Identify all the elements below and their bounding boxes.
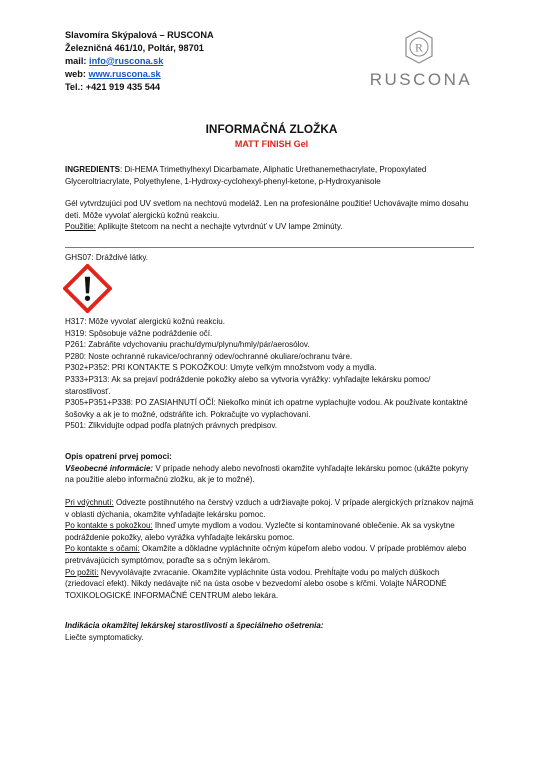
- ingredients-paragraph: [65, 164, 475, 187]
- usage-label: Použitie:: [65, 222, 96, 232]
- skin-text: Ihneď umyte mydlom a vodou. Vyzlečte si kontaminované oblečenie. Ak sa vyskytne podráždenie pokožky, alebo vyrážka vyhľadajte lekársku pomoc.: [65, 521, 455, 542]
- exclamation-mark-pictogram-icon: [63, 264, 112, 313]
- medical-block: [65, 620, 475, 643]
- general-text: V prípade nehody alebo nevoľnosti okamžite vyhľadajte lekársku pomoc (ukážte pokyny na použitie alebo informačnú zložku, ak je to možné).: [65, 463, 469, 485]
- first-aid-ingestion: [65, 567, 475, 602]
- web-label: web:: [65, 68, 86, 79]
- document-title: INFORMAČNÁ ZLOŽKA: [205, 122, 338, 136]
- usage-paragraph: [65, 221, 475, 233]
- medical-heading: Indikácia okamžitej lekárskej starostlivosti a špeciálneho ošetrenia:: [65, 621, 324, 630]
- statement-h319: H319: Spôsobuje vážne podráždenie očí.: [65, 328, 213, 338]
- usage-text: Aplikujte štetcom na necht a nechajte vytvrdnúť v UV lampe 2minúty.: [95, 222, 343, 232]
- first-aid-skin: [65, 520, 475, 543]
- ingestion-text: Nevyvolávajte zvracanie. Okamžite vypláchnite ústa vodou. Prehĺtajte vodu po malých dúškoch (zriedovací efekt). Nikdy nedávajte nič na ústa osobe v bezvedomí alebo osobe s kŕčmi. Volajte NÁRODNÉ TOXIKOLOGICKÉ INFORMAČNÉ CENTRUM alebo lekára.: [65, 567, 447, 600]
- logo-letter: R: [414, 40, 424, 55]
- ingestion-label: Po požití:: [65, 567, 99, 577]
- inhalation-text: Odvezte postihnutého na čerstvý vzduch a udržiavajte pokoj. V prípade alergických príznakov najmä v oblasti dýchania, okamžite vyhľadajte lekársku pomoc.: [65, 498, 474, 519]
- company-name: Slavomíra Skýpalová – RUSCONA: [65, 30, 214, 40]
- first-aid-general: [65, 463, 475, 486]
- statement-p501: P501: Zlikvidujte odpad podľa platných právnych predpisov.: [65, 421, 277, 431]
- company-web-line: [65, 68, 214, 81]
- ingredients-block: [65, 164, 475, 187]
- eyes-label: Po kontakte s očami:: [65, 544, 140, 554]
- statement-p261: P261: Zabráňte vdychovaniu prachu/dymu/plynu/hmly/pár/aerosólov.: [65, 340, 310, 350]
- eyes-text: Okamžite a dôkladne vypláchnite očným kúpeľom alebo vodou. V prípade problémov alebo pretrvávajúcich symptómov, poraďte sa s očným lekárom.: [65, 544, 467, 565]
- statement-p302-p352: P302+P352: PRI KONTAKTE S POKOŽKOU: Umyte veľkým množstvom vody a mydla.: [65, 363, 377, 373]
- first-aid-inhalation: [65, 497, 475, 520]
- description-block: [65, 198, 475, 233]
- statement-p280: P280: Noste ochranné rukavice/ochranný odev/ochranné okuliare/ochranu tváre.: [65, 351, 353, 361]
- description-text: Gél vytvrdzujúci pod UV svetlom na nechtovú modeláž. Len na profesionálne použitie! Uchovávajte mimo dosahu detí. Môže vyvolať alergickú kožnú reakciu.: [65, 199, 469, 220]
- ingredients-label: INGREDIENTS: [65, 165, 120, 174]
- first-aid-exposure-block: [65, 497, 475, 601]
- company-phone: Tel.: +421 919 435 544: [65, 81, 161, 92]
- skin-label: Po kontakte s pokožkou:: [65, 521, 153, 531]
- section-divider: [65, 247, 474, 248]
- mail-link[interactable]: info@ruscona.sk: [89, 55, 164, 66]
- company-address: Železničná 461/10, Poltár, 98701: [65, 42, 204, 53]
- inhalation-label: Pri vdýchnutí:: [65, 498, 114, 507]
- hazard-statements: [65, 316, 475, 432]
- product-name: MATT FINISH Gel: [234, 139, 309, 149]
- first-aid-eyes: [65, 543, 475, 566]
- first-aid-block: [65, 451, 475, 486]
- statement-p305-p351-p338: P305+P351+P338: PO ZASIAHNUTÍ OČÍ: Niekoľko minút ich opatrne vyplachujte vodou. Ak používate kontaktné šošovky a ak je to možné, odstráňte ich. Pokračujte vo vyplachovaní.: [65, 398, 468, 419]
- statement-h317: H317: Môže vyvolať alergickú kožnú reakciu.: [65, 317, 226, 326]
- company-info: [65, 29, 214, 94]
- medical-text: Liečte symptomaticky.: [65, 632, 144, 642]
- web-link[interactable]: www.ruscona.sk: [88, 68, 161, 79]
- ghs-code: GHS07: Dráždivé látky.: [65, 253, 149, 262]
- company-mail-line: [65, 55, 214, 68]
- statement-p333-p313: P333+P313: Ak sa prejaví podráždenie pokožky alebo sa vytvoria vyrážky: vyhľadajte lekársku pomoc/ starostlivosť.: [65, 374, 431, 396]
- first-aid-heading: Opis opatrení prvej pomoci:: [65, 452, 172, 461]
- general-label: Všeobecné informácie:: [65, 463, 154, 473]
- ingredients-text: : Di-HEMA Trimethylhexyl Dicarbamate, Aliphatic Urethanemethacrylate, Propoxylated Glyceroltriacrylate, Polyethylene, 1-Hydroxy-cyclohexyl-phenyl-ketone, p-Hydroxyanisole: [65, 165, 427, 186]
- mail-label: mail:: [65, 55, 87, 66]
- ruscona-logo-icon: [404, 30, 434, 64]
- logo-wordmark: RUSCONA: [369, 70, 473, 89]
